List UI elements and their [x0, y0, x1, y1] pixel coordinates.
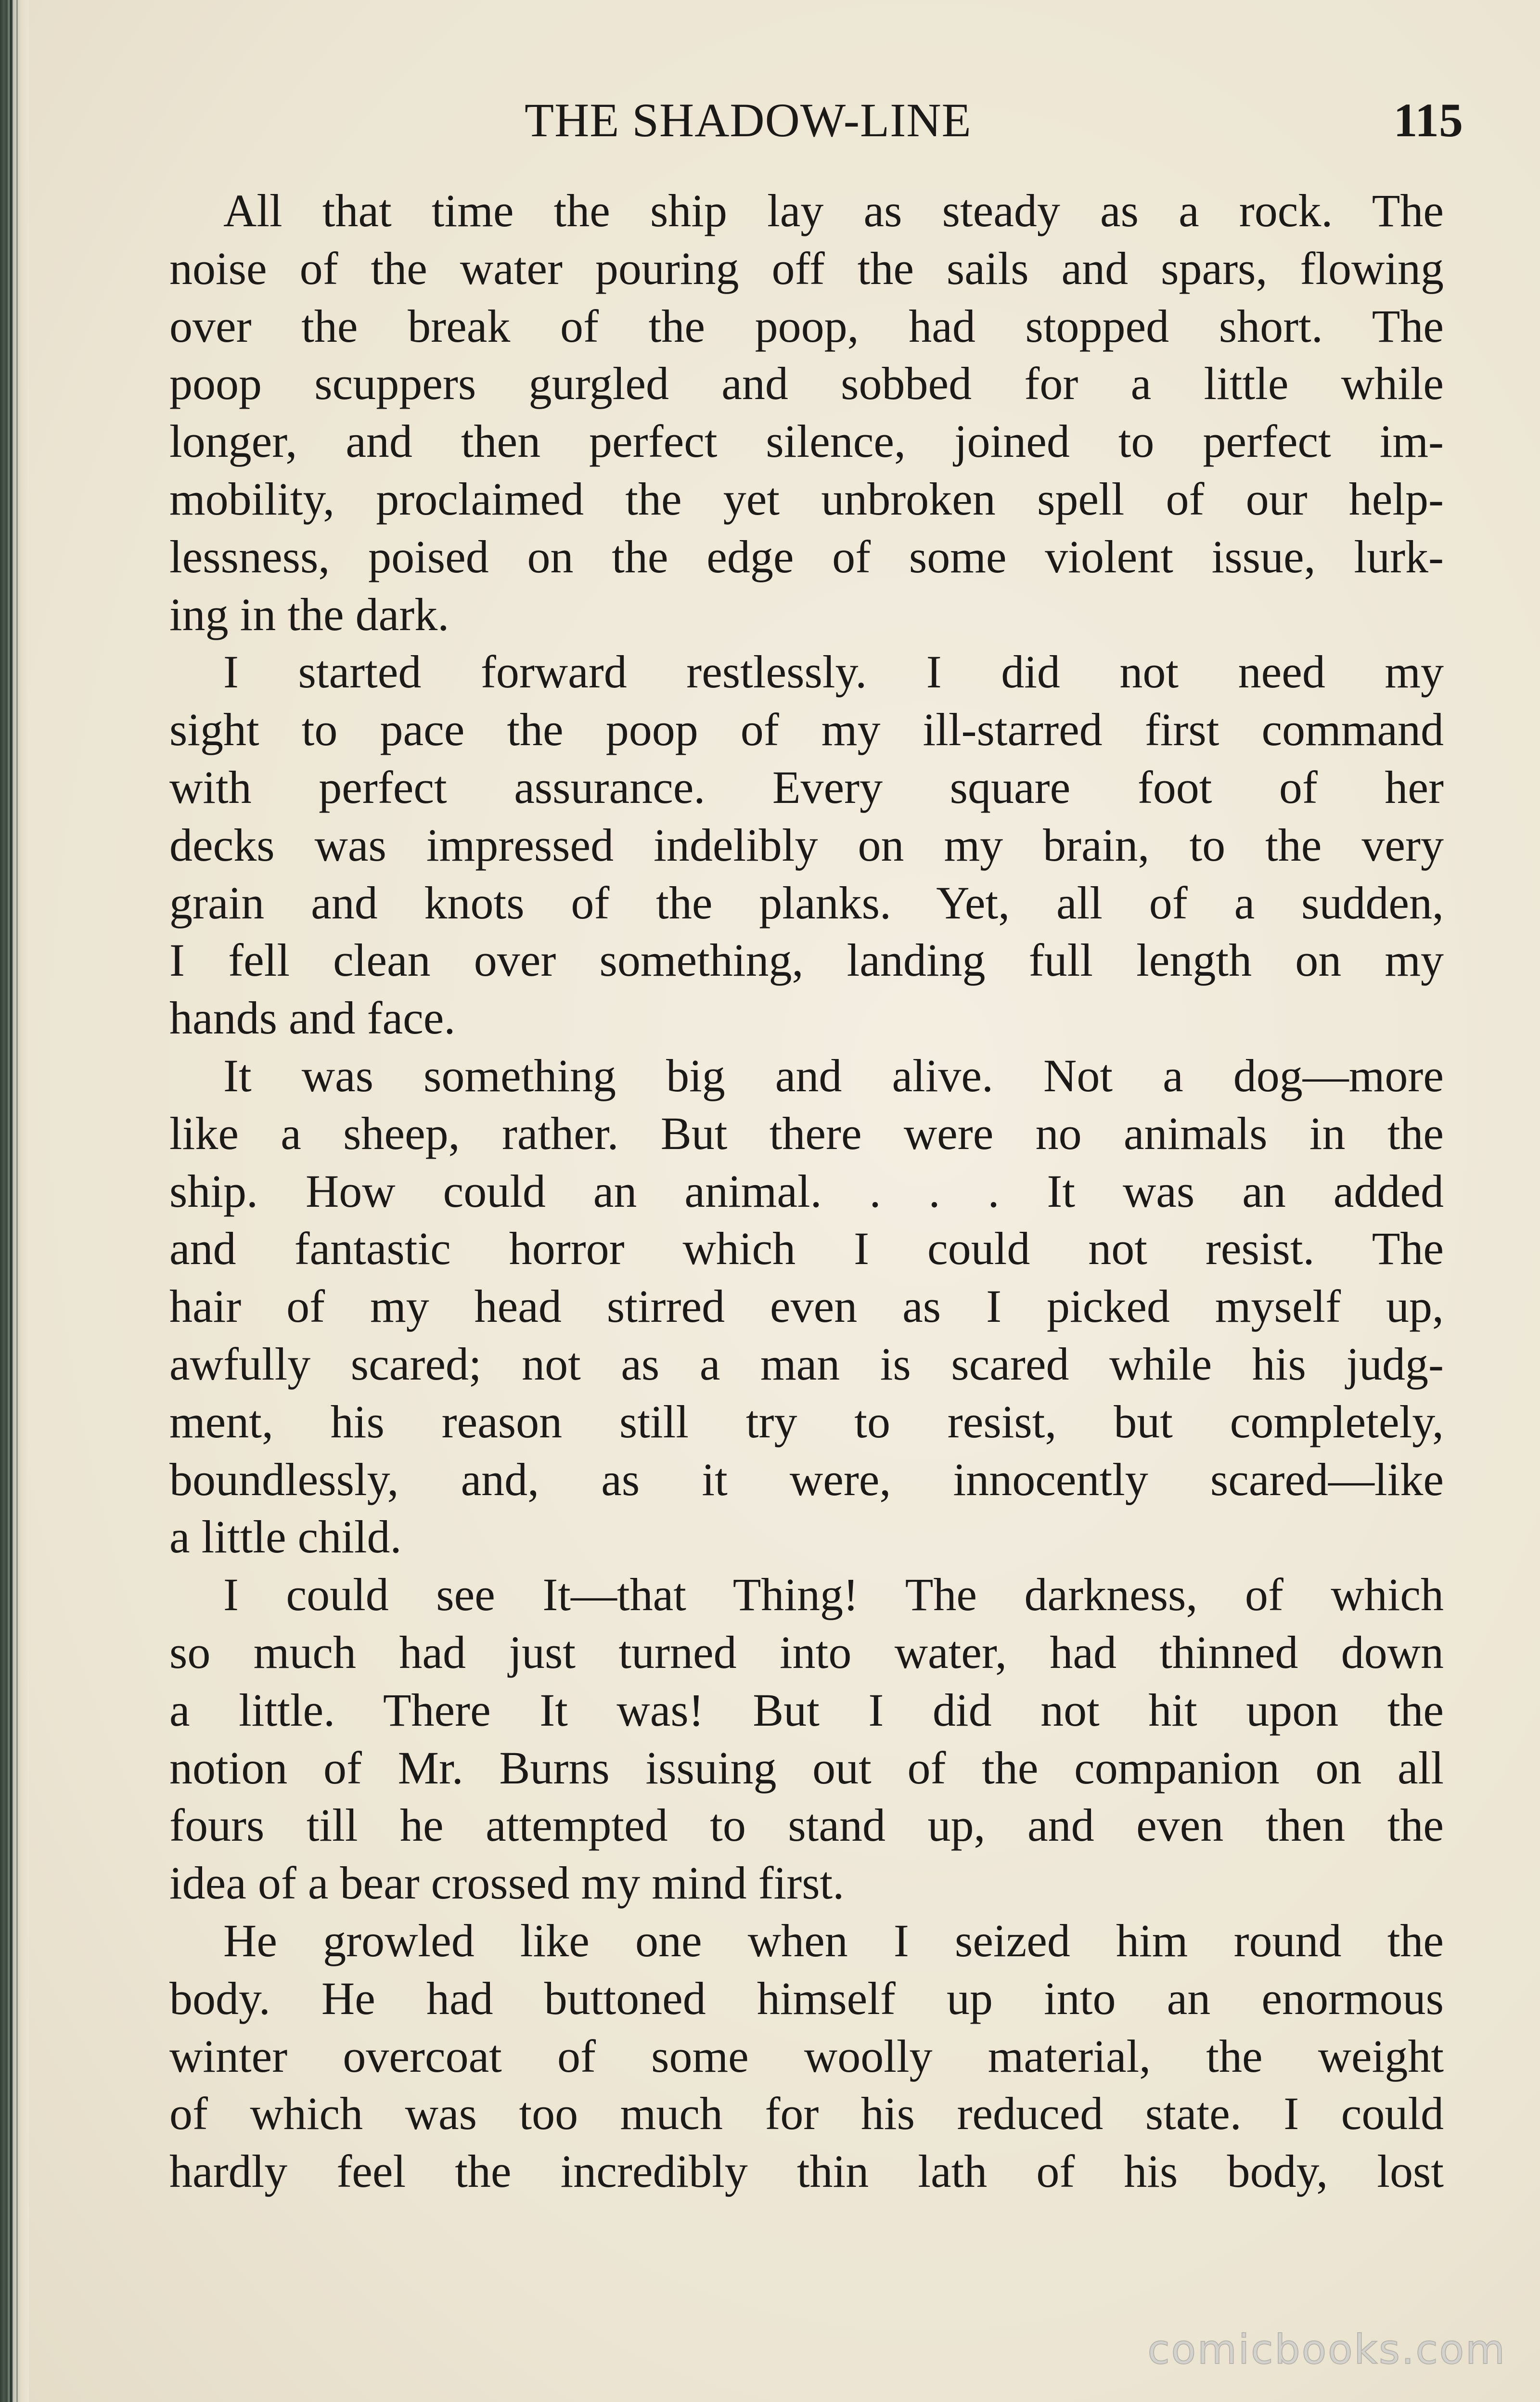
- text-line: fours till he attempted to stand up, and even then the: [169, 1799, 1444, 1851]
- text-line: noise of the water pouring off the sails and spars, flowing: [169, 242, 1444, 294]
- text-line: awfully scared; not as a man is scared while his judg-: [169, 1338, 1444, 1390]
- text-line: ing in the dark.: [169, 588, 449, 640]
- text-line: I fell clean over something, landing full length on my: [169, 934, 1444, 986]
- text-line: boundlessly, and, as it were, innocently scared—like: [169, 1453, 1444, 1505]
- text-line: He growled like one when I seized him round the: [223, 1914, 1444, 1966]
- text-line: decks was impressed indelibly on my brain, to the very: [169, 819, 1444, 871]
- book-binding: [0, 0, 29, 2402]
- text-line: notion of Mr. Burns issuing out of the companion on all: [169, 1742, 1444, 1794]
- text-line: a little. There It was! But I did not hit upon the: [169, 1684, 1444, 1736]
- text-line: mobility, proclaimed the yet unbroken spell of our help-: [169, 473, 1444, 525]
- text-line: longer, and then perfect silence, joined to perfect im-: [169, 415, 1444, 467]
- text-line: hands and face.: [169, 992, 456, 1044]
- body-text: [169, 182, 1444, 2200]
- binding-edge-line-inner: [16, 0, 18, 2402]
- page-number: 115: [1393, 93, 1463, 147]
- text-line: of which was too much for his reduced state. I could: [169, 2088, 1444, 2140]
- text-line: and fantastic horror which I could not resist. The: [169, 1223, 1444, 1275]
- text-line: hardly feel the incredibly thin lath of his body, lost: [169, 2145, 1444, 2197]
- text-line: body. He had buttoned himself up into an enormous: [169, 1972, 1444, 2024]
- watermark: comicbooks.com: [1147, 2326, 1506, 2373]
- text-line: I could see It—that Thing! The darkness, of which: [223, 1569, 1444, 1621]
- text-line: sight to pace the poop of my ill-starred first command: [169, 704, 1444, 756]
- text-line: with perfect assurance. Every square foot of her: [169, 761, 1444, 813]
- text-line: over the break of the poop, had stopped short. The: [169, 300, 1444, 352]
- text-line: idea of a bear crossed my mind first.: [169, 1857, 845, 1909]
- text-line: lessness, poised on the edge of some violent issue, lurk-: [169, 530, 1444, 582]
- text-line: poop scuppers gurgled and sobbed for a little while: [169, 358, 1444, 410]
- text-line: like a sheep, rather. But there were no animals in the: [169, 1107, 1444, 1159]
- text-line: a little child.: [169, 1511, 402, 1563]
- text-line: I started forward restlessly. I did not need my: [223, 646, 1444, 698]
- text-line: ship. How could an animal. . . . It was an added: [169, 1165, 1444, 1217]
- text-line: It was something big and alive. Not a dog—more: [223, 1049, 1444, 1101]
- text-line: hair of my head stirred even as I picked myself up,: [169, 1280, 1444, 1332]
- text-line: so much had just turned into water, had thinned down: [169, 1626, 1444, 1678]
- text-line: winter overcoat of some woolly material, the weight: [169, 2030, 1444, 2082]
- running-head: THE SHADOW-LINE: [525, 93, 972, 147]
- binding-edge-line: [10, 0, 13, 2402]
- page-header: [525, 87, 1463, 154]
- text-line: grain and knots of the planks. Yet, all of a sudden,: [169, 877, 1444, 929]
- text-line: All that time the ship lay as steady as a rock. The: [223, 185, 1444, 236]
- text-line: ment, his reason still try to resist, but completely,: [169, 1395, 1444, 1447]
